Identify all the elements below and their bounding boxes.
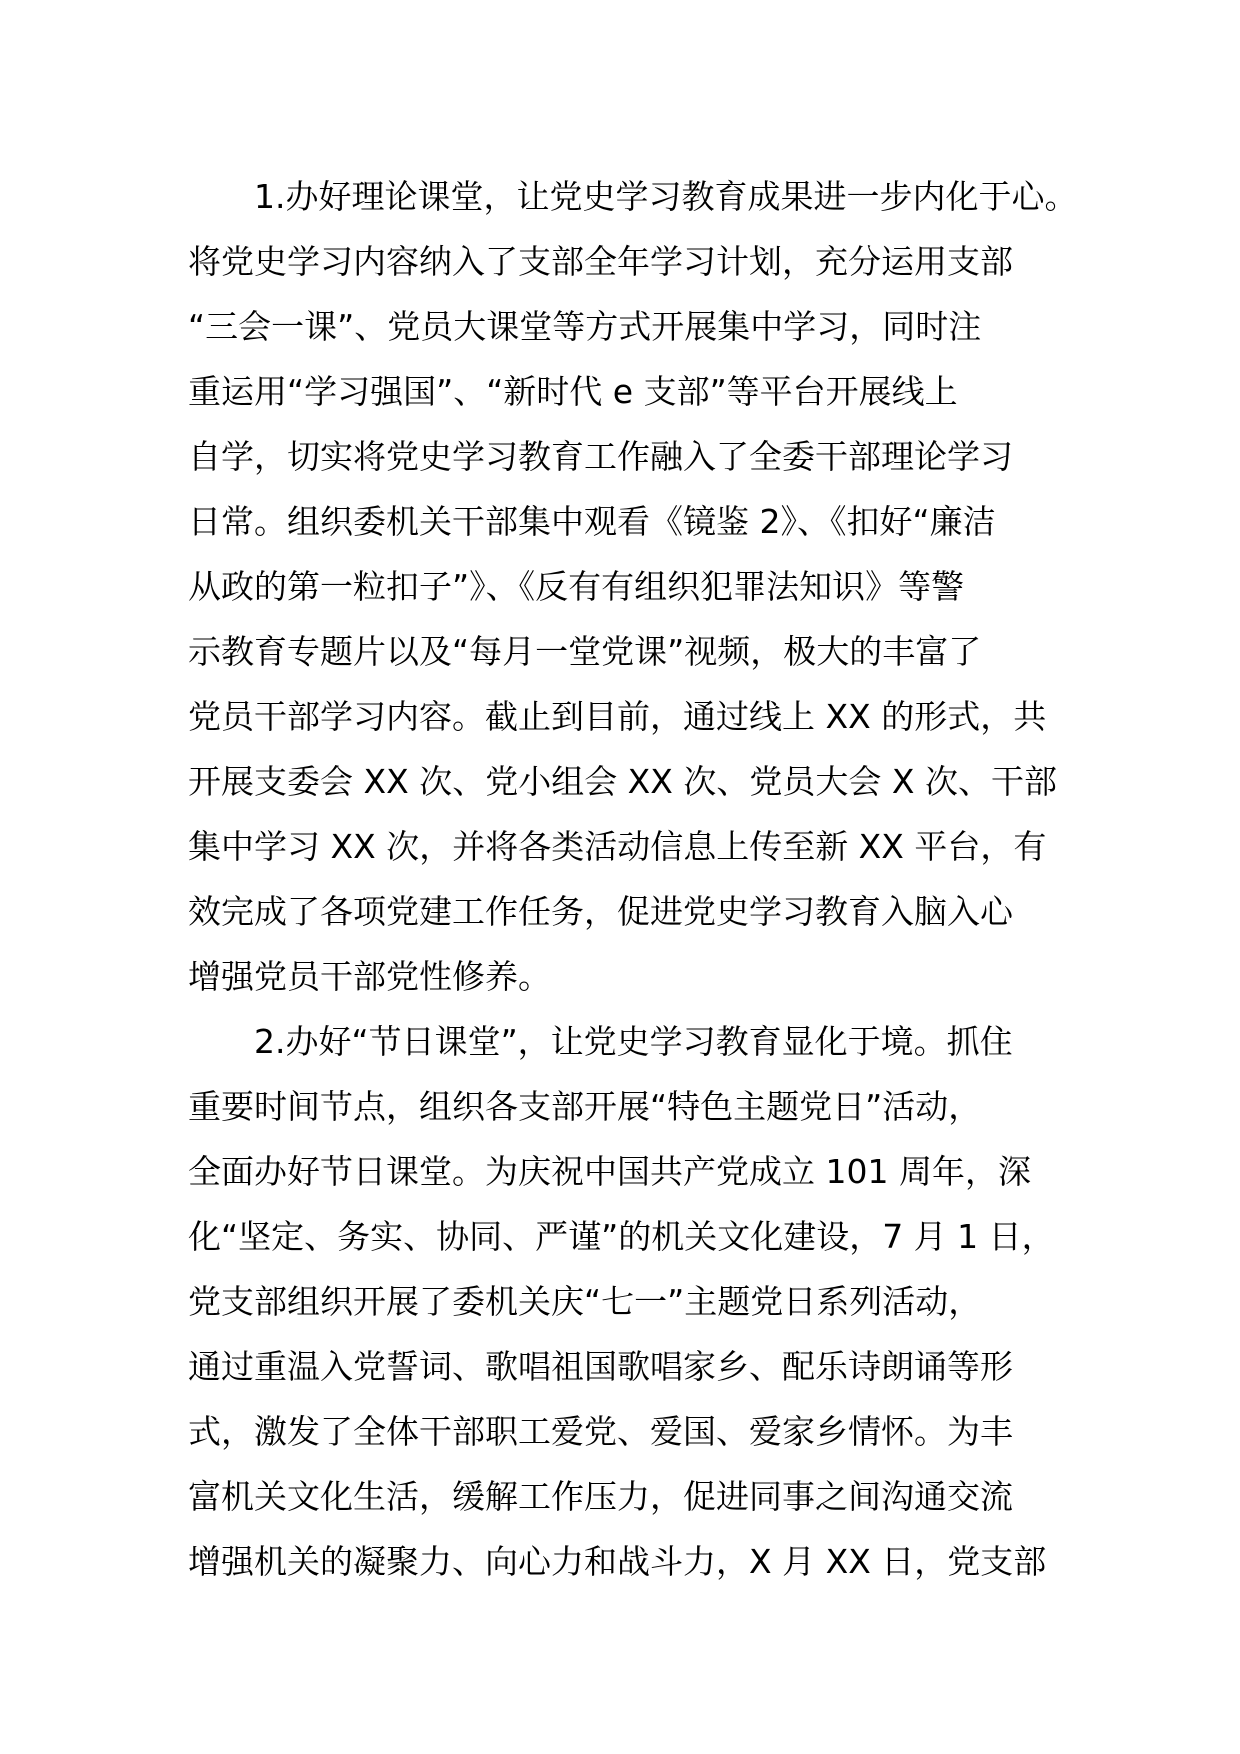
paragraph-2-line: 通过重温入党誓词、歌唱祖国歌唱家乡、配乐诗朗诵等形 <box>188 1347 1013 1386</box>
paragraph-1-line: 示教育专题片以及“每月一堂党课”视频，极大的丰富了 <box>188 632 982 671</box>
paragraph-2-line: 全面办好节日课堂。为庆祝中国共产党成立 101 周年，深 <box>188 1152 1031 1191</box>
paragraph-2-line: 2.办好“节日课堂”，让党史学习教育显化于境。抓住 <box>254 1022 1013 1061</box>
paragraph-1-line: 党员干部学习内容。截止到目前，通过线上 XX 的形式，共 <box>188 697 1047 736</box>
paragraph-1-line: 增强党员干部党性修养。 <box>188 957 551 996</box>
paragraph-2-line: 党支部组织开展了委机关庆“七一”主题党日系列活动， <box>188 1282 982 1321</box>
paragraph-1-line: “三会一课”、党员大课堂等方式开展集中学习，同时注 <box>188 307 982 346</box>
paragraph-1-line: 1.办好理论课堂，让党史学习教育成果进一步内化于心。 <box>254 177 1078 216</box>
paragraph-2-line: 重要时间节点，组织各支部开展“特色主题党日”活动， <box>188 1087 982 1126</box>
paragraph-1-line: 将党史学习内容纳入了支部全年学习计划，充分运用支部 <box>188 242 1013 281</box>
paragraph-1-line: 从政的第一粒扣子”》、《反有有组织犯罪法知识》等警 <box>188 567 965 606</box>
paragraph-1-line: 自学，切实将党史学习教育工作融入了全委干部理论学习 <box>188 437 1013 476</box>
paragraph-1-line: 开展支委会 XX 次、党小组会 XX 次、党员大会 X 次、干部 <box>188 762 1057 801</box>
paragraph-1 <box>188 164 1088 1009</box>
paragraph-1-line: 集中学习 XX 次，并将各类活动信息上传至新 XX 平台，有 <box>188 827 1047 866</box>
paragraph-2-line: 增强机关的凝聚力、向心力和战斗力，X 月 XX 日，党支部 <box>188 1542 1047 1581</box>
paragraph-2-line: 富机关文化生活，缓解工作压力，促进同事之间沟通交流 <box>188 1477 1013 1516</box>
paragraph-2-line: 式，激发了全体干部职工爱党、爱国、爱家乡情怀。为丰 <box>188 1412 1013 1451</box>
paragraph-2 <box>188 1009 1088 1594</box>
document-body <box>188 164 1088 1594</box>
paragraph-1-line: 效完成了各项党建工作任务，促进党史学习教育入脑入心 <box>188 892 1013 931</box>
paragraph-1-line: 重运用“学习强国”、“新时代 e 支部”等平台开展线上 <box>188 372 958 411</box>
paragraph-1-line: 日常。组织委机关干部集中观看《镜鉴 2》、《扣好“廉洁 <box>188 502 996 541</box>
paragraph-2-line: 化“坚定、务实、协同、严谨”的机关文化建设，7 月 1 日， <box>188 1217 1055 1256</box>
